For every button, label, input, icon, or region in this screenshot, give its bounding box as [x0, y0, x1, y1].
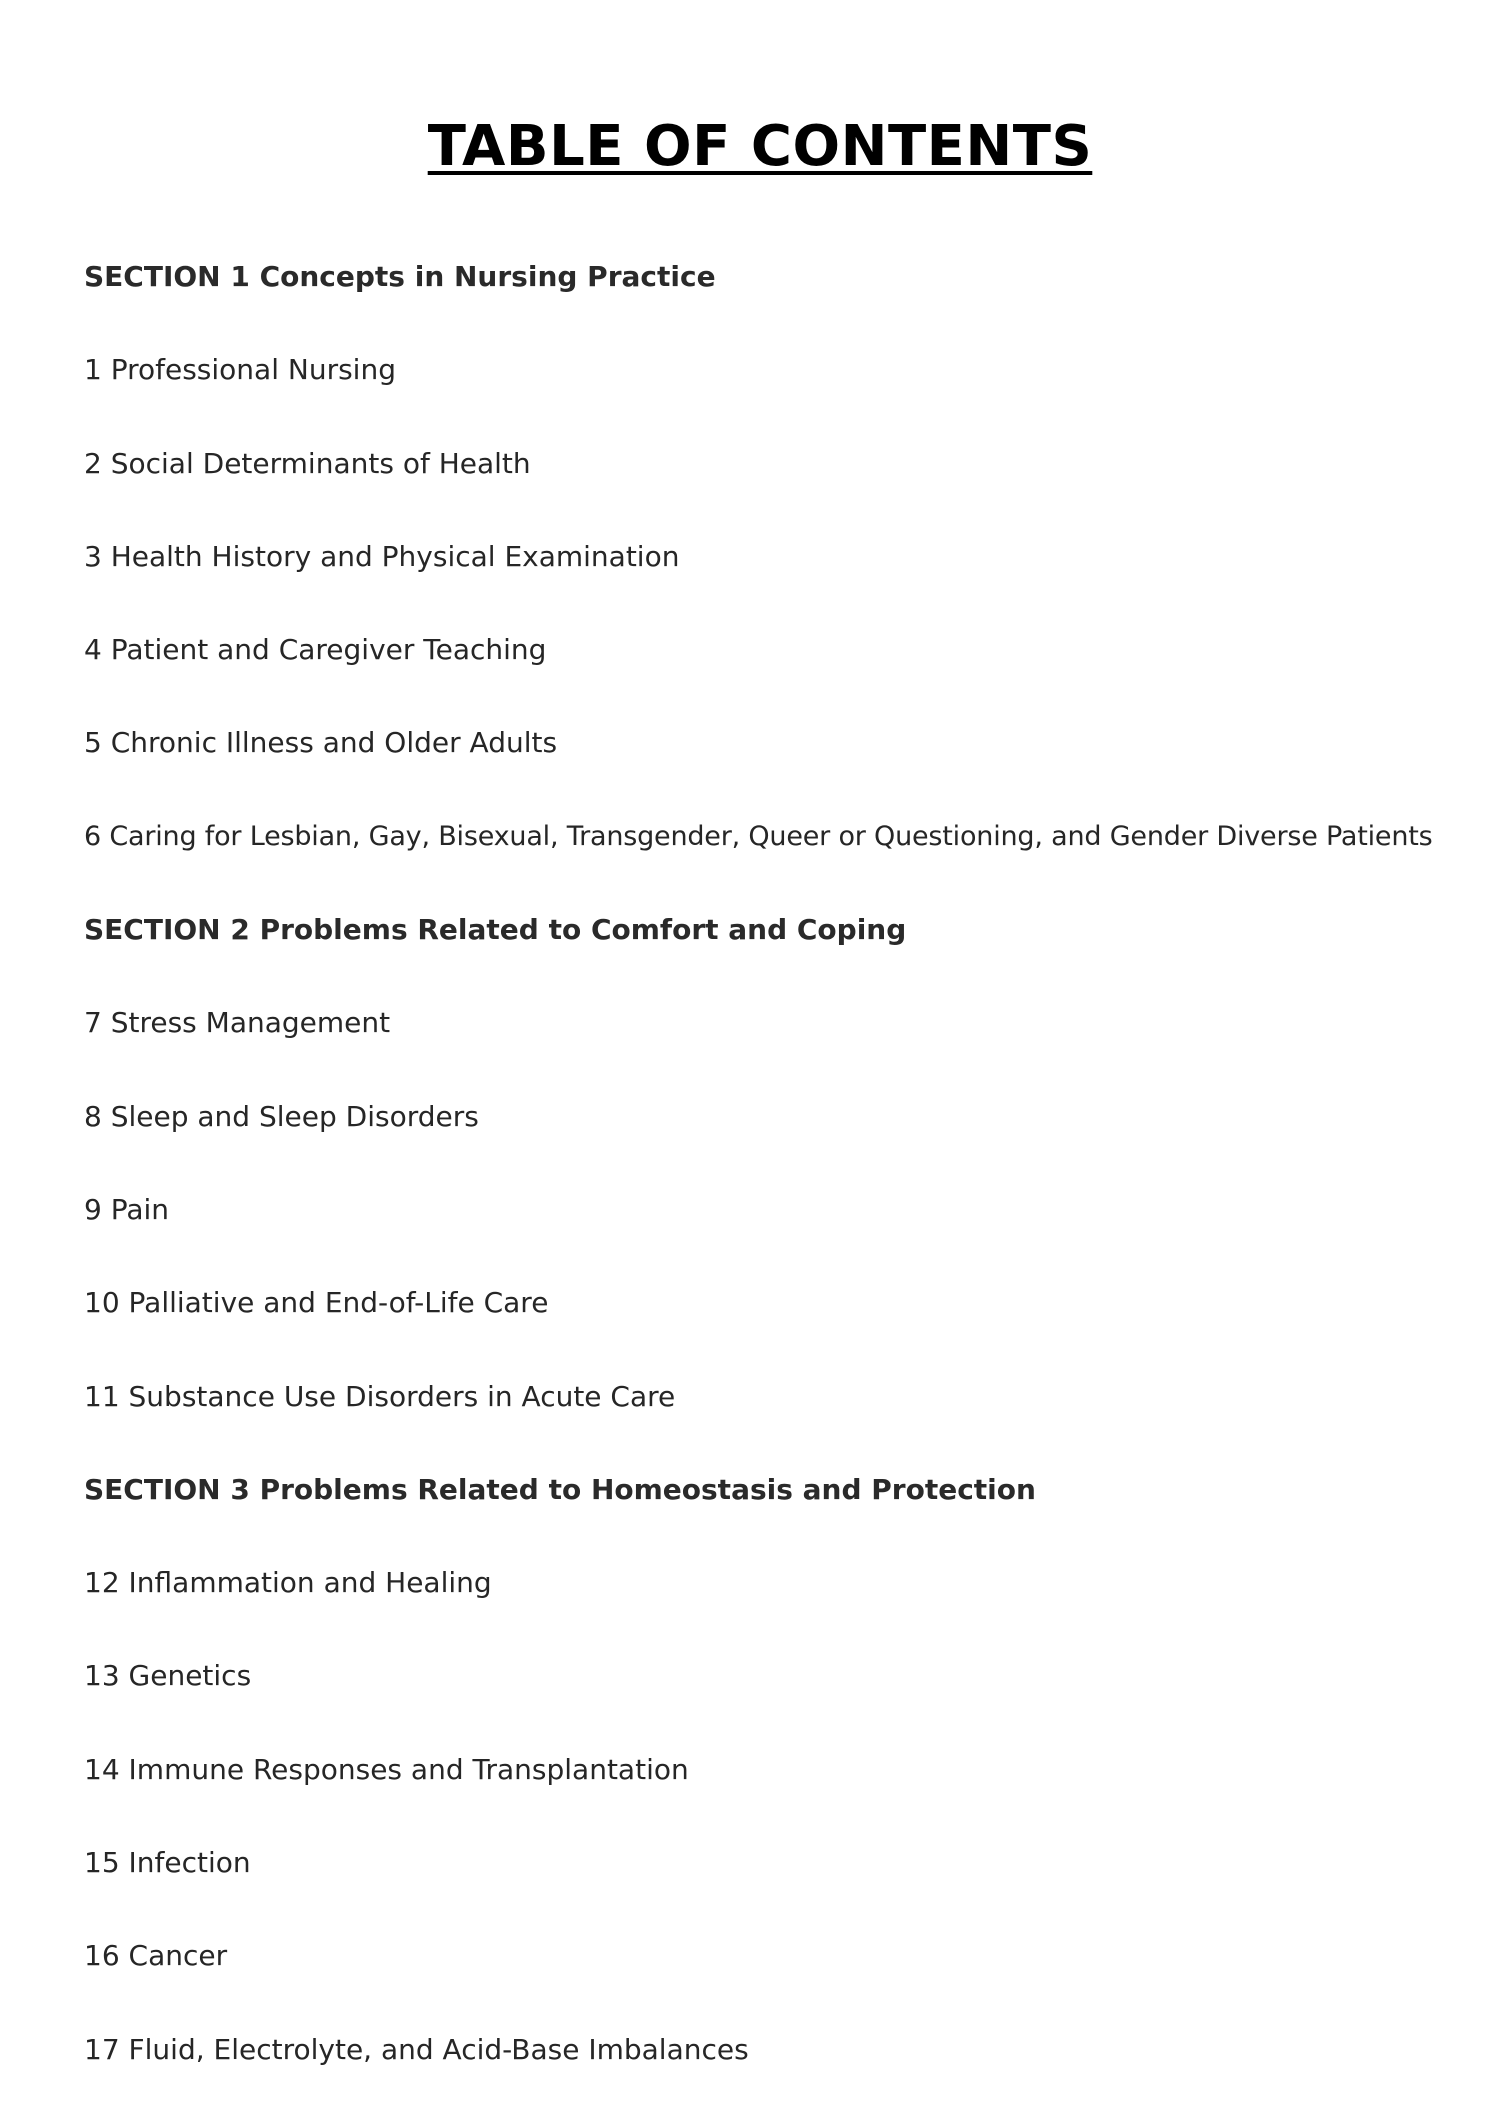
- page-title: [0, 112, 1500, 182]
- toc-chapter-entry: 14 Immune Responses and Transplantation: [84, 1752, 689, 1786]
- toc-chapter-entry: 6 Caring for Lesbian, Gay, Bisexual, Transgender, Queer or Questioning, and Gender Diverse Patients: [84, 820, 1433, 852]
- toc-chapter-entry: 5 Chronic Illness and Older Adults: [84, 726, 558, 760]
- toc-chapter-entry: 8 Sleep and Sleep Disorders: [84, 1099, 479, 1133]
- toc-section-heading: SECTION 1 Concepts in Nursing Practice: [84, 260, 716, 293]
- toc-chapter-entry: 11 Substance Use Disorders in Acute Care: [84, 1379, 676, 1413]
- toc-section-heading: SECTION 3 Problems Related to Homeostasis and Protection: [84, 1472, 1036, 1506]
- toc-chapter-entry: 16 Cancer: [84, 1939, 228, 1973]
- page-title-text: TABLE OF CONTENTS: [427, 114, 1093, 179]
- toc-chapter-entry: 12 Inflammation and Healing: [84, 1566, 492, 1600]
- toc-chapter-entry: 4 Patient and Caregiver Teaching: [84, 633, 547, 667]
- toc-chapter-entry: 17 Fluid, Electrolyte, and Acid-Base Imbalances: [84, 2032, 749, 2066]
- toc-chapter-entry: 9 Pain: [84, 1192, 170, 1226]
- toc-chapter-entry: 1 Professional Nursing: [84, 353, 396, 387]
- toc-chapter-entry: 10 Palliative and End-of-Life Care: [84, 1286, 549, 1320]
- toc-chapter-entry: 15 Infection: [84, 1846, 251, 1880]
- toc-chapter-entry: 3 Health History and Physical Examination: [84, 539, 680, 573]
- toc-list: [84, 252, 1494, 2118]
- toc-chapter-entry: 13 Genetics: [84, 1659, 252, 1693]
- toc-chapter-entry: 2 Social Determinants of Health: [84, 446, 531, 480]
- toc-chapter-entry: 7 Stress Management: [84, 1006, 391, 1040]
- toc-section-heading: SECTION 2 Problems Related to Comfort and Coping: [84, 913, 907, 947]
